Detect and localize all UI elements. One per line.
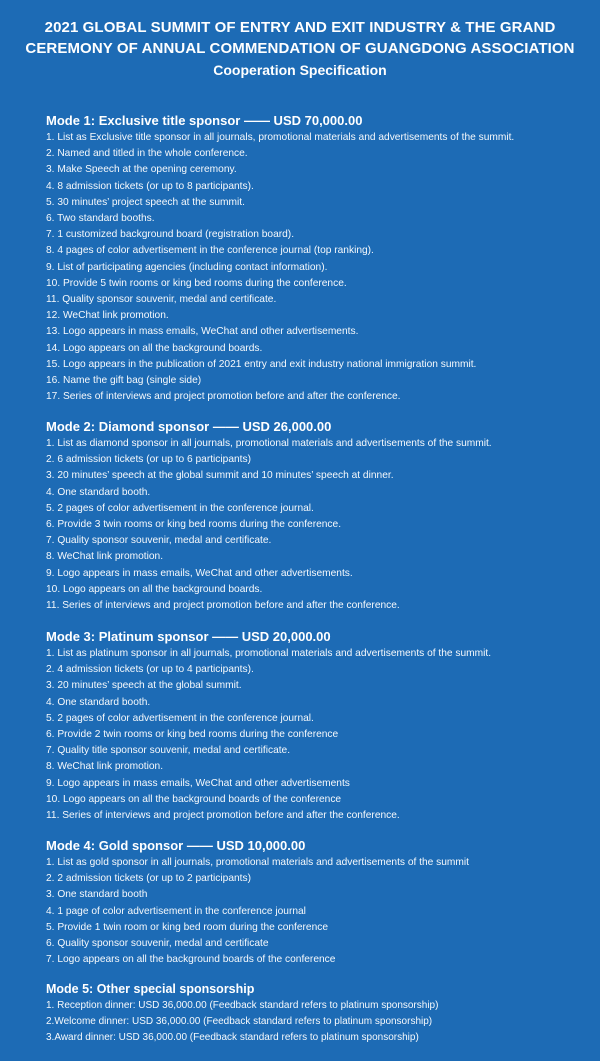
page-subtitle: Cooperation Specification xyxy=(213,62,387,78)
page-title-line-1: 2021 GLOBAL SUMMIT OF ENTRY AND EXIT INDUSTRY & THE GRAND xyxy=(44,19,556,36)
mode-2-item: 11. Series of interviews and project promotion before and after the conference. xyxy=(46,600,400,612)
mode-4-item: 3. One standard booth xyxy=(46,889,148,901)
mode-5-heading: Mode 5: Other special sponsorship xyxy=(46,982,255,996)
mode-2-heading: Mode 2: Diamond sponsor —— USD 26,000.00 xyxy=(46,419,332,434)
mode-3-item: 1. List as platinum sponsor in all journals, promotional materials and advertisements of the summit. xyxy=(46,648,492,659)
mode-5-item: 2.Welcome dinner: USD 36,000.00 (Feedback standard refers to platinum sponsorship) xyxy=(46,1016,433,1028)
mode-3-item: 7. Quality title sponsor souvenir, medal and certificate. xyxy=(46,745,291,757)
mode-3-section xyxy=(46,629,586,824)
mode-3-item: 10. Logo appears on all the background boards of the conference xyxy=(46,793,342,805)
mode-4-item: 2. 2 admission tickets (or up to 2 participants) xyxy=(46,873,251,885)
mode-1-item: 2. Named and titled in the whole conference. xyxy=(46,148,248,160)
mode-1-item: 12. WeChat link promotion. xyxy=(46,310,169,322)
mode-1-item: 8. 4 pages of color advertisement in the conference journal (top ranking). xyxy=(46,245,374,257)
mode-2-item: 3. 20 minutes’ speech at the global summit and 10 minutes’ speech at dinner. xyxy=(46,470,394,482)
mode-2-item: 2. 6 admission tickets (or up to 6 participants) xyxy=(46,454,251,466)
mode-3-item: 8. WeChat link promotion. xyxy=(46,761,164,773)
mode-5-item: 1. Reception dinner: USD 36,000.00 (Feedback standard refers to platinum sponsorship) xyxy=(46,1000,439,1011)
mode-3-item: 4. One standard booth. xyxy=(46,696,151,708)
mode-1-item: 10. Provide 5 twin rooms or king bed rooms during the conference. xyxy=(46,277,347,289)
mode-4-section xyxy=(46,838,586,968)
mode-4-heading: Mode 4: Gold sponsor —— USD 10,000.00 xyxy=(46,838,306,853)
mode-3-item: 11. Series of interviews and project promotion before and after the conference. xyxy=(46,810,400,822)
mode-2-item: 5. 2 pages of color advertisement in the conference journal. xyxy=(46,502,314,514)
mode-1-item: 17. Series of interviews and project promotion before and after the conference. xyxy=(46,391,401,403)
mode-1-item: 6. Two standard booths. xyxy=(46,213,155,225)
mode-3-item: 9. Logo appears in mass emails, WeChat and other advertisements xyxy=(46,777,350,789)
mode-1-section xyxy=(46,113,586,405)
mode-2-item: 9. Logo appears in mass emails, WeChat and other advertisements. xyxy=(46,567,353,579)
mode-3-heading: Mode 3: Platinum sponsor —— USD 20,000.00 xyxy=(46,629,331,644)
mode-2-section xyxy=(46,419,586,614)
mode-3-item: 5. 2 pages of color advertisement in the conference journal. xyxy=(46,712,314,724)
mode-4-item: 4. 1 page of color advertisement in the conference journal xyxy=(46,905,306,917)
mode-5-item: 3.Award dinner: USD 36,000.00 (Feedback standard refers to platinum sponsorship) xyxy=(46,1032,419,1044)
mode-1-item: 15. Logo appears in the publication of 2021 entry and exit industry national immigration summit. xyxy=(46,358,477,370)
mode-5-section xyxy=(46,981,586,1047)
mode-2-item: 8. WeChat link promotion. xyxy=(46,551,164,563)
mode-1-item: 5. 30 minutes’ project speech at the summit. xyxy=(46,196,245,208)
mode-1-item: 1. List as Exclusive title sponsor in all journals, promotional materials and advertisements of the summit. xyxy=(46,132,515,143)
mode-2-item: 7. Quality sponsor souvenir, medal and certificate. xyxy=(46,535,272,547)
mode-1-item: 9. List of participating agencies (including contact information). xyxy=(46,261,328,273)
mode-1-item: 4. 8 admission tickets (or up to 8 participants). xyxy=(46,180,254,192)
mode-1-item: 14. Logo appears on all the background boards. xyxy=(46,342,263,354)
mode-1-item: 16. Name the gift bag (single side) xyxy=(46,375,202,387)
page-header xyxy=(0,0,600,80)
mode-4-item: 5. Provide 1 twin room or king bed room during the conference xyxy=(46,921,329,933)
mode-1-item: 11. Quality sponsor souvenir, medal and certificate. xyxy=(46,294,277,306)
mode-3-item: 3. 20 minutes’ speech at the global summit. xyxy=(46,680,242,692)
mode-2-item: 10. Logo appears on all the background boards. xyxy=(46,583,263,595)
mode-2-item: 6. Provide 3 twin rooms or king bed rooms during the conference. xyxy=(46,519,342,531)
mode-1-item: 3. Make Speech at the opening ceremony. xyxy=(46,164,237,176)
mode-1-item: 7. 1 customized background board (registration board). xyxy=(46,229,295,241)
mode-2-item: 1. List as diamond sponsor in all journals, promotional materials and advertisements of the summit. xyxy=(46,438,492,449)
mode-4-item: 7. Logo appears on all the background boards of the conference xyxy=(46,954,336,966)
mode-1-heading: Mode 1: Exclusive title sponsor —— USD 70,000.00 xyxy=(46,113,363,128)
mode-3-item: 2. 4 admission tickets (or up to 4 participants). xyxy=(46,664,254,676)
page-title-line-2: CEREMONY OF ANNUAL COMMENDATION OF GUANGDONG ASSOCIATION xyxy=(25,40,575,57)
mode-1-item: 13. Logo appears in mass emails, WeChat and other advertisements. xyxy=(46,326,359,338)
mode-4-item: 1. List as gold sponsor in all journals, promotional materials and advertisements of the summit xyxy=(46,857,469,868)
mode-4-item: 6. Quality sponsor souvenir, medal and certificate xyxy=(46,938,269,950)
mode-2-item: 4. One standard booth. xyxy=(46,486,151,498)
mode-3-item: 6. Provide 2 twin rooms or king bed rooms during the conference xyxy=(46,729,339,741)
